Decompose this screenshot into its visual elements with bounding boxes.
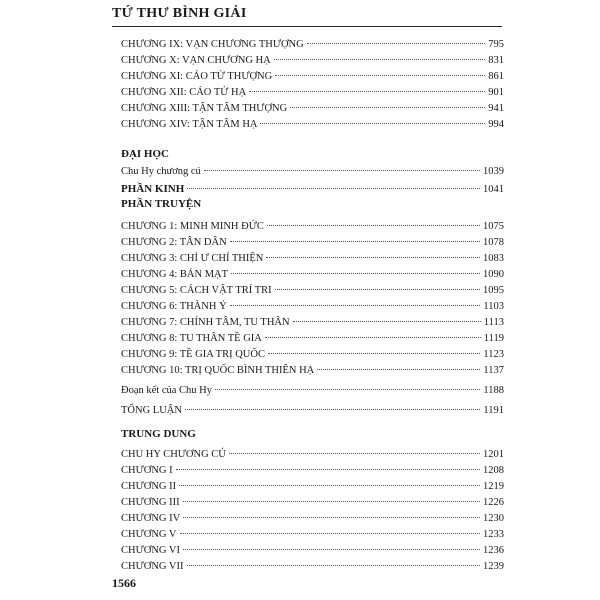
entry-page: 1119 xyxy=(483,333,504,344)
entry-title: CHƯƠNG 5: CÁCH VẬT TRÍ TRI xyxy=(121,285,272,296)
entry-title: CHƯƠNG 4: BẢN MẠT xyxy=(121,269,229,280)
entry-title: CHƯƠNG 2: TÂN DÂN xyxy=(121,237,227,248)
toc-entry xyxy=(121,364,504,378)
toc-entry xyxy=(121,252,504,266)
entry-page: 1090 xyxy=(483,269,504,280)
entry-title: TỔNG LUẬN xyxy=(121,405,182,416)
dot-leader xyxy=(180,533,481,534)
toc-entry xyxy=(121,165,504,179)
entry-page: 1201 xyxy=(483,449,504,460)
toc-entry xyxy=(121,38,504,52)
dot-leader xyxy=(183,549,480,550)
dot-leader xyxy=(290,107,485,108)
toc-entry xyxy=(121,560,504,574)
entry-title: CHƯƠNG 8: TU THÂN TỀ GIA xyxy=(121,333,262,344)
toc-entry xyxy=(121,316,504,330)
toc-entry xyxy=(121,528,504,542)
dot-leader xyxy=(183,517,480,518)
entry-page: 795 xyxy=(488,39,504,50)
entry-title: CHƯƠNG XII: CÁO TỬ HẠ xyxy=(121,87,247,98)
dot-leader xyxy=(183,501,480,502)
page-header: TỨ THƯ BÌNH GIẢI xyxy=(112,6,502,27)
dot-leader xyxy=(231,273,480,274)
entry-page: 1233 xyxy=(483,529,504,540)
dot-leader xyxy=(275,289,480,290)
toc-entry xyxy=(121,384,504,398)
toc-entry xyxy=(121,268,504,282)
entry-title: PHẦN KINH xyxy=(121,183,185,195)
toc-entry xyxy=(121,70,504,84)
entry-title: CHƯƠNG V xyxy=(121,529,177,540)
dot-leader xyxy=(317,369,480,370)
entry-title: CHU HY CHƯƠNG CÚ xyxy=(121,449,226,460)
entry-page: 1123 xyxy=(483,349,504,360)
entry-title: CHƯƠNG XI: CÁO TỬ THƯỢNG xyxy=(121,71,273,82)
toc-entry xyxy=(121,236,504,250)
entry-title: CHƯƠNG XIII: TẬN TÂM THƯỢNG xyxy=(121,103,288,114)
page-number: 1566 xyxy=(112,576,136,590)
dot-leader xyxy=(204,170,480,171)
entry-page: 901 xyxy=(488,87,504,98)
entry-page: 1208 xyxy=(483,465,504,476)
entry-page: 1219 xyxy=(483,481,504,492)
entry-page: 1075 xyxy=(483,221,504,232)
entry-page: 941 xyxy=(488,103,504,114)
toc-entry xyxy=(121,54,504,68)
entry-title: CHƯƠNG II xyxy=(121,481,177,492)
entry-title: CHƯƠNG X: VẠN CHƯƠNG HẠ xyxy=(121,55,271,66)
dot-leader xyxy=(293,321,481,322)
entry-page: 861 xyxy=(488,71,504,82)
entry-page: 1230 xyxy=(483,513,504,524)
entry-title: CHƯƠNG XIV: TẬN TÂM HẠ xyxy=(121,119,258,130)
toc-entry xyxy=(121,102,504,116)
dot-leader xyxy=(176,469,480,470)
section-heading-phan-truyen: PHẦN TRUYỆN xyxy=(121,198,202,210)
dot-leader xyxy=(265,337,481,338)
toc-entry xyxy=(121,284,504,298)
dot-leader xyxy=(187,188,480,189)
toc-entry-phan-kinh xyxy=(121,182,504,196)
entry-page: 1041 xyxy=(483,184,504,195)
toc-entry xyxy=(121,300,504,314)
dot-leader xyxy=(260,123,485,124)
dot-leader xyxy=(267,225,480,226)
toc-entry xyxy=(121,332,504,346)
toc-entry xyxy=(121,448,504,462)
entry-page: 1095 xyxy=(483,285,504,296)
entry-title: CHƯƠNG VII xyxy=(121,561,184,572)
toc-entry xyxy=(121,86,504,100)
entry-title: CHƯƠNG I xyxy=(121,465,173,476)
entry-title: CHƯƠNG VI xyxy=(121,545,180,556)
section-heading-dai-hoc: ĐẠI HỌC xyxy=(121,148,169,160)
entry-title: CHƯƠNG 10: TRỊ QUỐC BÌNH THIÊN HẠ xyxy=(121,365,315,376)
toc-entry xyxy=(121,512,504,526)
entry-page: 1191 xyxy=(483,405,504,416)
entry-title: CHƯƠNG 3: CHỈ Ư CHÍ THIỆN xyxy=(121,253,264,264)
entry-page: 1078 xyxy=(483,237,504,248)
toc-entry xyxy=(121,544,504,558)
dot-leader xyxy=(187,565,481,566)
entry-title: Đoạn kết của Chu Hy xyxy=(121,385,212,396)
section-heading-trung-dung: TRUNG DUNG xyxy=(121,428,196,440)
dot-leader xyxy=(249,91,485,92)
entry-title: CHƯƠNG 7: CHÍNH TÂM, TU THÂN xyxy=(121,317,290,328)
entry-title: CHƯƠNG 9: TỀ GIA TRỊ QUỐC xyxy=(121,349,265,360)
dot-leader xyxy=(229,453,480,454)
dot-leader xyxy=(215,389,480,390)
entry-page: 1236 xyxy=(483,545,504,556)
entry-page: 1103 xyxy=(483,301,504,312)
dot-leader xyxy=(230,305,481,306)
dot-leader xyxy=(307,43,486,44)
dot-leader xyxy=(230,241,480,242)
dot-leader xyxy=(185,409,480,410)
entry-page: 1239 xyxy=(483,561,504,572)
dot-leader xyxy=(268,353,480,354)
entry-page: 831 xyxy=(488,55,504,66)
toc-entry xyxy=(121,464,504,478)
entry-page: 1188 xyxy=(483,385,504,396)
entry-title: CHƯƠNG IX: VẠN CHƯƠNG THƯỢNG xyxy=(121,39,304,50)
dot-leader xyxy=(179,485,480,486)
entry-page: 994 xyxy=(488,119,504,130)
entry-page: 1137 xyxy=(483,365,504,376)
entry-page: 1083 xyxy=(483,253,504,264)
dot-leader xyxy=(274,59,486,60)
entry-page: 1113 xyxy=(483,317,504,328)
toc-entry xyxy=(121,348,504,362)
entry-title: CHƯƠNG IV xyxy=(121,513,181,524)
toc-entry xyxy=(121,220,504,234)
toc-entry xyxy=(121,496,504,510)
dot-leader xyxy=(275,75,485,76)
entry-title: CHƯƠNG III xyxy=(121,497,180,508)
entry-page: 1039 xyxy=(483,166,504,177)
entry-title: Chu Hy chương cú xyxy=(121,166,201,177)
dot-leader xyxy=(266,257,480,258)
toc-entry xyxy=(121,480,504,494)
entry-page: 1226 xyxy=(483,497,504,508)
entry-title: CHƯƠNG 1: MINH MINH ĐỨC xyxy=(121,221,264,232)
toc-entry xyxy=(121,118,504,132)
entry-title: CHƯƠNG 6: THÀNH Ý xyxy=(121,301,227,312)
toc-entry xyxy=(121,404,504,418)
